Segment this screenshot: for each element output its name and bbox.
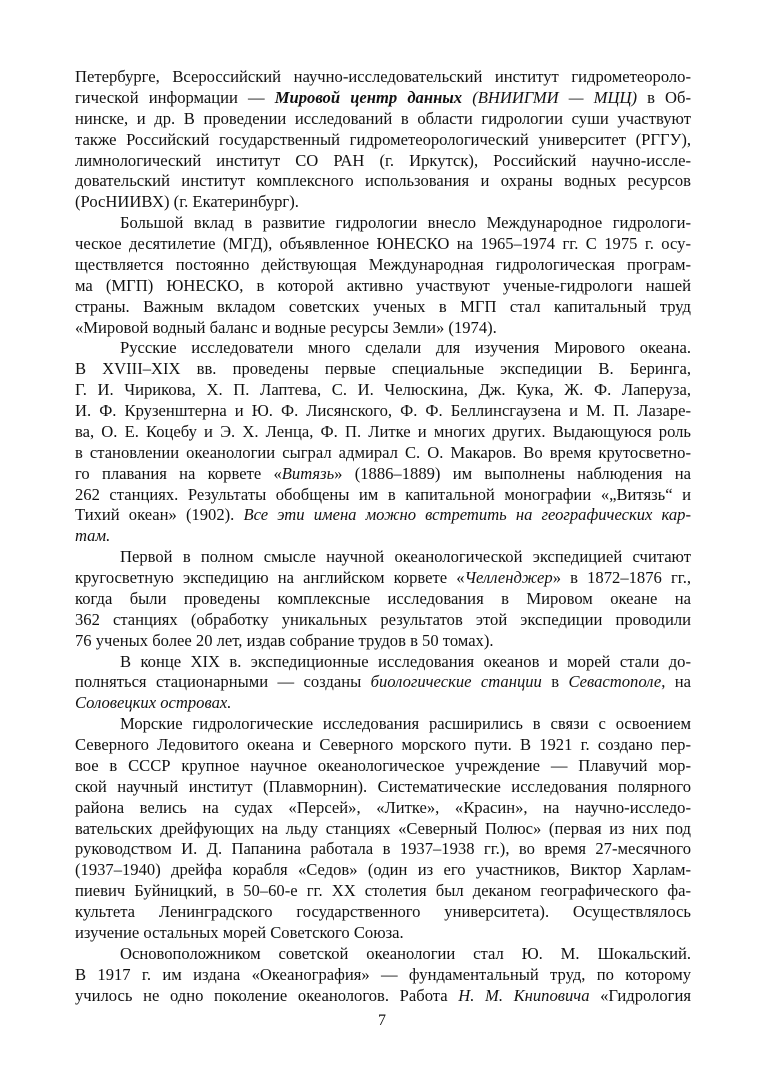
text-segment: также Российский государственный гидрометеорологический университет (РГГУ),	[75, 129, 691, 149]
text-line	[75, 714, 691, 735]
italic-text: биологические станции	[370, 672, 542, 692]
text-segment: В 1917 г. им издана «Океанография» — фундаментальный труд, по которому	[75, 964, 691, 984]
text-line	[75, 777, 691, 798]
text-line	[75, 526, 691, 547]
text-line	[75, 881, 691, 902]
text-segment: ма (МГП) ЮНЕСКО, в которой активно участвуют ученые-гидрологи нашей	[75, 275, 691, 295]
text-line	[75, 88, 691, 109]
text-line	[75, 965, 691, 986]
text-line	[75, 443, 691, 464]
text-segment: 262 станциях. Результаты обобщены им в капитальной монографии «„Витязь“ и	[75, 484, 691, 504]
text-line	[75, 422, 691, 443]
text-line	[75, 192, 691, 213]
text-segment: Г. И. Чирикова, Х. П. Лаптева, С. И. Челюскина, Дж. Кука, Ж. Ф. Лаперуза,	[75, 380, 691, 400]
text-line	[75, 693, 691, 714]
text-segment: Северного Ледовитого океана и Северного морского пути. В 1921 г. создано пер-	[75, 735, 691, 754]
text-segment: ществляется постоянно действующая Международная гидрологическая програм-	[75, 254, 691, 274]
text-line	[75, 67, 691, 88]
text-line	[75, 318, 691, 339]
text-segment: страны. Важным вкладом советских ученых в МГП стал капитальный труд	[75, 296, 691, 316]
paragraph	[75, 714, 691, 944]
text-line	[75, 610, 691, 631]
text-segment: » в 1872–1876 гг.,	[552, 568, 691, 587]
text-line	[75, 839, 691, 860]
text-segment: «Гидрология	[589, 985, 691, 1005]
text-segment: руководством И. Д. Папанина работала в 1937–1938 гг.), во время 27-месячного	[75, 839, 691, 859]
text-line	[75, 109, 691, 130]
paragraph	[75, 944, 691, 1007]
text-segment: полняться стационарными — созданы	[75, 672, 371, 692]
text-segment: (1937–1940) дрейфа корабля «Седов» (один из его участников, Виктор Харлам-	[75, 860, 691, 880]
text-segment: вательских дрейфующих на льду станциях «Северный Полюс» (первая из них под	[75, 818, 691, 838]
text-line	[75, 297, 691, 318]
italic-text: Севастополе	[568, 672, 662, 692]
paragraph	[75, 652, 691, 715]
text-line	[75, 589, 691, 610]
text-segment: В XVIII–XIX вв. проведены первые специальные экспедиции В. Беринга,	[75, 359, 691, 379]
paragraph	[75, 547, 691, 651]
text-segment: лимнологический институт СО РАН (г. Иркутск), Российский научно-иссле-	[75, 150, 691, 170]
text-segment: в	[541, 672, 569, 692]
text-line	[75, 171, 691, 192]
text-line	[75, 464, 691, 485]
paragraph	[75, 338, 691, 547]
text-segment: кругосветную экспедицию на английском корвете «	[75, 568, 465, 587]
text-segment: гической информации —	[75, 87, 275, 107]
text-segment: в Об-	[636, 87, 691, 107]
text-line	[75, 944, 691, 965]
text-segment: нинске, и др. В проведении исследований в области гидрологии суши участвуют	[75, 108, 691, 128]
text-segment	[462, 88, 472, 107]
text-segment: В конце XIX в. экспедиционные исследования океанов и морей стали до-	[120, 651, 691, 671]
text-segment: изучение остальных морей Советского Союза.	[75, 922, 404, 942]
text-line	[75, 401, 691, 422]
text-segment: вое в СССР крупное научное океанологическое учреждение — Плавучий мор-	[75, 755, 691, 775]
text-segment: когда были проведены комплексные исследования в Мировом океане на	[75, 588, 691, 608]
text-segment: в становлении океанологии сыграл адмирал С. О. Макаров. Во время крутосветно-	[75, 442, 691, 462]
text-segment: Морские гидрологические исследования расширились в связи с освоением	[120, 714, 691, 734]
text-segment: 362 станциях (обработку уникальных результатов этой экспедиции проводили	[75, 609, 691, 629]
text-line	[75, 902, 691, 923]
text-segment: го плавания на корвете «	[75, 463, 282, 483]
text-segment: Большой вклад в развитие гидрологии внесло Международное гидрологи-	[120, 213, 691, 233]
text-segment: района велись на судах «Персей», «Литке», «Красин», на научно-исследо-	[75, 797, 691, 817]
text-line	[75, 359, 691, 380]
text-segment: » (1886–1889) им выполнены наблюдения на	[334, 463, 691, 483]
text-line	[75, 234, 691, 255]
text-segment: 76 ученых более 20 лет, издав собрание трудов в 50 томах).	[75, 630, 494, 650]
italic-text: Витязь	[281, 463, 335, 483]
text-line	[75, 923, 691, 944]
text-line	[75, 485, 691, 506]
text-line	[75, 276, 691, 297]
text-segment: ческое десятилетие (МГД), объявленное ЮНЕСКО на 1965–1974 гг. С 1975 г. осу-	[75, 234, 691, 253]
page-body	[75, 67, 691, 1006]
text-segment: И. Ф. Крузенштерна и Ю. Ф. Лисянского, Ф. Ф. Беллинсгаузена и М. П. Лазаре-	[75, 401, 691, 420]
italic-text: Челленджер	[464, 568, 553, 587]
text-line	[75, 130, 691, 151]
italic-text: Н. М. Книповича	[458, 985, 590, 1005]
text-segment: довательский институт комплексного использования и охраны водных ресурсов	[75, 171, 691, 191]
text-segment: Петербурге, Всероссийский научно-исследовательский институт гидрометеороло-	[75, 67, 691, 86]
text-line	[75, 986, 691, 1007]
text-line	[75, 213, 691, 234]
text-line	[75, 151, 691, 172]
text-line	[75, 819, 691, 840]
text-line	[75, 338, 691, 359]
text-line	[75, 672, 691, 693]
page-number: 7	[378, 1012, 386, 1029]
paragraph	[75, 213, 691, 338]
text-segment: (РосНИИВХ) (г. Екатеринбург).	[75, 192, 299, 212]
italic-text: там.	[75, 526, 111, 546]
text-segment: Основоположником советской океанологии стал Ю. М. Шокальский.	[120, 943, 691, 963]
text-line	[75, 756, 691, 777]
text-segment: «Мировой водный баланс и водные ресурсы Земли» (1974).	[75, 317, 497, 337]
text-segment: училось не одно поколение океанологов. Работа	[75, 985, 459, 1005]
text-line	[75, 568, 691, 589]
text-segment: ской научный институт (Плавморнин). Систематические исследования полярного	[75, 776, 691, 796]
text-segment: культета Ленинградского государственного университета). Осуществлялось	[75, 902, 691, 921]
text-line	[75, 255, 691, 276]
text-line	[75, 735, 691, 756]
text-segment: , на	[661, 672, 691, 692]
text-segment: ва, О. Е. Коцебу и Э. Х. Ленца, Ф. П. Литке и многих других. Выдающуюся роль	[75, 421, 691, 441]
text-line	[75, 631, 691, 652]
italic-text: Все эти имена можно встретить на географических кар-	[243, 505, 691, 525]
text-segment: пиевич Буйницкий, в 50–60-е гг. XX столетия был деканом географического фа-	[75, 881, 691, 901]
text-line	[75, 652, 691, 673]
text-line	[75, 860, 691, 881]
paragraph	[75, 67, 691, 213]
italic-text: Соловецких островах.	[75, 693, 232, 713]
text-line	[75, 547, 691, 568]
bold-italic-text: Мировой центр данных	[274, 87, 463, 107]
text-line	[75, 798, 691, 819]
text-line	[75, 505, 691, 526]
text-line	[75, 380, 691, 401]
text-segment: Тихий океан» (1902).	[75, 505, 244, 525]
text-segment: Первой в полном смысле научной океанологической экспедицией считают	[120, 547, 691, 567]
text-segment: Русские исследователи много сделали для изучения Мирового океана.	[120, 338, 691, 358]
italic-text: (ВНИИГМИ — МЦЦ)	[472, 87, 637, 107]
